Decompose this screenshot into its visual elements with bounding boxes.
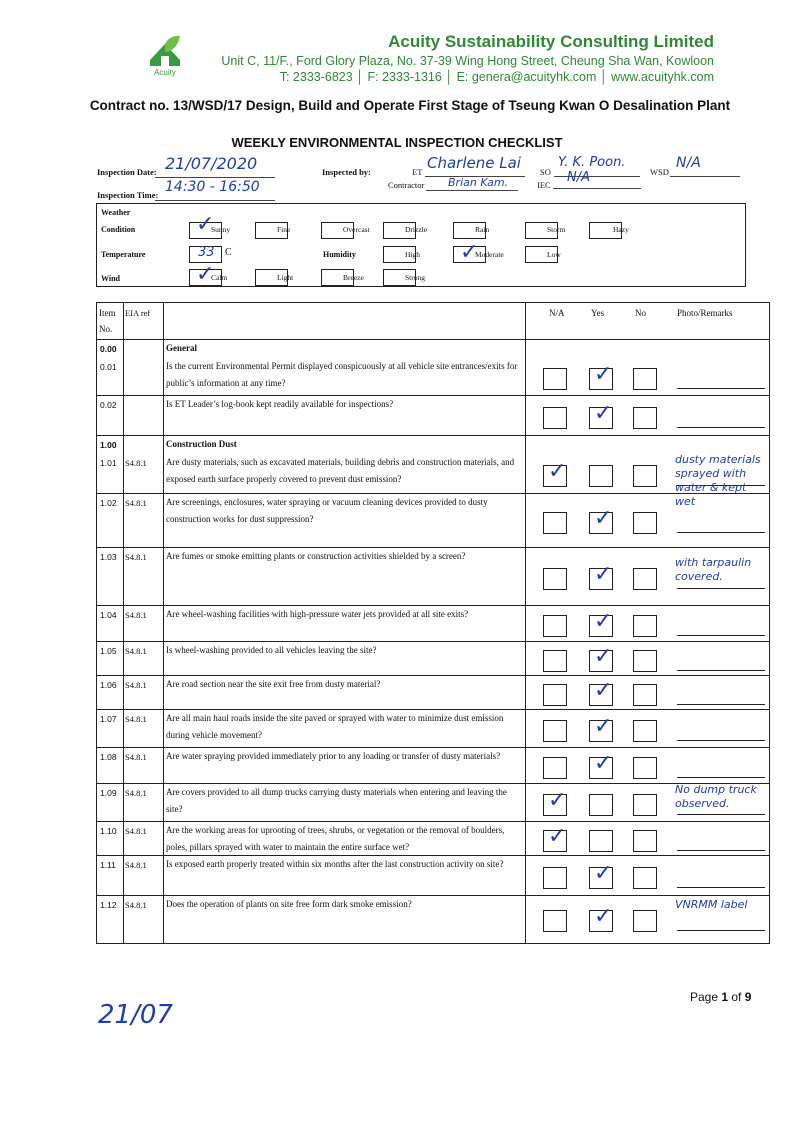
so-label: SO	[540, 167, 551, 177]
item-number: 1.10	[100, 826, 117, 836]
hazy-option: Hazy	[613, 225, 629, 234]
contract-title: Contract no. 13/WSD/17 Design, Build and Operate First Stage of Tseung Kwan O Desalination Plant	[89, 98, 731, 113]
eia-reference: S4.8.1	[125, 860, 147, 870]
fine-option: Fine	[277, 225, 291, 234]
yes-checkbox[interactable]	[589, 561, 613, 590]
so-value: Y. K. Poon.	[558, 155, 626, 170]
eia-reference: S4.8.1	[125, 714, 147, 724]
na-checkbox[interactable]	[543, 684, 567, 706]
item-number: 1.02	[100, 498, 117, 508]
na-checkbox[interactable]	[543, 407, 567, 429]
wind-light-option: Light	[277, 273, 294, 282]
no-checkbox[interactable]	[633, 368, 657, 390]
eia-reference: S4.8.1	[125, 788, 147, 798]
question-text: Are water spraying provided immediately prior to any loading or transfer of dusty materials?	[166, 751, 501, 761]
logo-text: Acuity	[154, 68, 176, 77]
et-label: ET	[412, 167, 423, 177]
inspected-by-label: Inspected by:	[322, 167, 371, 177]
na-checkbox[interactable]	[543, 368, 567, 390]
yes-checkbox[interactable]	[589, 903, 613, 932]
table-row	[97, 547, 769, 605]
table-row	[97, 747, 769, 783]
eia-reference: S4.8.1	[125, 752, 147, 762]
item-number: 0.01	[100, 362, 117, 372]
eia-reference: S4.8.1	[125, 826, 147, 836]
question-text: Is exposed earth properly treated within six months after the last construction activity on site?	[166, 859, 504, 869]
remark-text: with tarpaulin covered.	[675, 556, 752, 583]
sunny-option: Sunny	[211, 225, 231, 234]
yes-checkbox[interactable]	[589, 505, 613, 534]
remarks-line[interactable]	[677, 930, 765, 931]
yes-checkbox[interactable]	[589, 465, 613, 487]
item-number: 1.06	[100, 680, 117, 690]
table-row	[97, 357, 769, 395]
humidity-moderate-option: Moderate	[475, 250, 504, 259]
tick-icon: ✓	[594, 400, 613, 425]
tick-icon: ✓	[594, 713, 613, 738]
section-heading-row	[97, 435, 769, 453]
et-field[interactable]	[425, 154, 525, 177]
remarks-line[interactable]	[677, 704, 765, 705]
item-number: 0.02	[100, 400, 117, 410]
wsd-field[interactable]	[670, 155, 740, 177]
yes-checkbox[interactable]	[589, 713, 613, 742]
sunny-tick-icon: ✓	[196, 211, 215, 236]
na-checkbox[interactable]	[543, 512, 567, 534]
weather-title: Weather	[101, 208, 131, 217]
item-number: 1.09	[100, 788, 117, 798]
weather-box	[96, 203, 746, 287]
company-address: Unit C, 11/F., Ford Glory Plaza, No. 37-39 Wing Hong Street, Cheung Sha Wan, Kowloon	[221, 54, 714, 68]
remarks-line[interactable]	[677, 814, 765, 815]
calm-tick-icon: ✓	[196, 261, 215, 286]
header-item-no: Item No.	[99, 308, 116, 334]
overcast-option: Overcast	[343, 225, 370, 234]
no-checkbox[interactable]	[633, 512, 657, 534]
na-checkbox[interactable]	[543, 720, 567, 742]
no-checkbox[interactable]	[633, 650, 657, 672]
no-checkbox[interactable]	[633, 830, 657, 852]
item-number: 1.04	[100, 610, 117, 620]
inspection-time-field[interactable]	[155, 179, 275, 201]
yes-checkbox[interactable]	[589, 830, 613, 852]
question-text: Are fumes or smoke emitting plants or construction activities shielded by a screen?	[166, 551, 466, 561]
iec-value: N/A	[567, 170, 590, 185]
question-text: Are all main haul roads inside the site paved or sprayed with water to minimize dust emission during vehicle movement?	[166, 713, 504, 740]
no-checkbox[interactable]	[633, 720, 657, 742]
rain-option: Rain	[475, 225, 490, 234]
yes-checkbox[interactable]	[589, 643, 613, 672]
contractor-label: Contractor	[388, 180, 425, 190]
tick-icon: ✓	[548, 458, 567, 483]
contractor-field[interactable]	[426, 178, 518, 191]
question-text: Is wheel-washing provided to all vehicles leaving the site?	[166, 645, 377, 655]
remarks-line[interactable]	[677, 532, 765, 533]
handwritten-date: 21/07	[98, 1000, 173, 1030]
inspection-time-label: Inspection Time:	[97, 190, 159, 200]
na-checkbox[interactable]	[543, 615, 567, 637]
table-row	[97, 855, 769, 895]
header-eia-ref: EIA ref	[125, 308, 151, 318]
remark-text: No dump truck observed.	[675, 783, 757, 810]
iec-label: IEC	[537, 180, 551, 190]
wind-breeze-option: Breeze	[343, 273, 364, 282]
na-checkbox[interactable]	[543, 910, 567, 932]
remarks-line[interactable]	[677, 777, 765, 778]
tick-icon: ✓	[594, 860, 613, 885]
remarks-line[interactable]	[677, 588, 765, 589]
question-text: Is the current Environmental Permit displayed conspicuously at all vehicle site entrances/exits for public’s information at any time?	[166, 361, 518, 388]
na-checkbox[interactable]	[543, 757, 567, 779]
no-checkbox[interactable]	[633, 910, 657, 932]
table-row	[97, 641, 769, 675]
table-row	[97, 675, 769, 709]
humidity-low-option: Low	[547, 250, 561, 259]
yes-checkbox[interactable]	[589, 677, 613, 706]
item-number: 1.11	[100, 860, 116, 870]
yes-checkbox[interactable]	[589, 400, 613, 429]
page-prefix: Page	[690, 990, 722, 1004]
na-checkbox[interactable]	[543, 458, 567, 487]
inspection-date-label: Inspection Date:	[97, 167, 157, 177]
no-checkbox[interactable]	[633, 757, 657, 779]
no-checkbox[interactable]	[633, 867, 657, 889]
remarks-line[interactable]	[677, 670, 765, 671]
yes-checkbox[interactable]	[589, 860, 613, 889]
et-value: Charlene Lai	[427, 154, 521, 172]
no-checkbox[interactable]	[633, 615, 657, 637]
item-number: 1.08	[100, 752, 117, 762]
page-of: of	[728, 990, 745, 1004]
header-na: N/A	[549, 308, 565, 318]
yes-checkbox[interactable]	[589, 361, 613, 390]
tick-icon: ✓	[594, 361, 613, 386]
na-checkbox[interactable]	[543, 650, 567, 672]
table-row	[97, 821, 769, 855]
temperature-label: Temperature	[101, 250, 146, 259]
table-row	[97, 895, 769, 941]
eia-reference: S4.8.1	[125, 646, 147, 656]
condition-label: Condition	[101, 225, 136, 234]
question-text: Are dusty materials, such as excavated materials, building debris and construction materials, and exposed earth surface properly covered to prevent dust emission?	[166, 457, 515, 484]
item-number: 1.03	[100, 552, 117, 562]
temperature-unit: C	[225, 247, 232, 258]
table-row	[97, 709, 769, 747]
question-text: Are screenings, enclosures, water spraying or vacuum cleaning devices provided to dusty construction works for dust suppression?	[166, 497, 488, 524]
item-number: 1.05	[100, 646, 117, 656]
eia-reference: S4.8.1	[125, 552, 147, 562]
iec-field[interactable]	[553, 170, 641, 189]
question-text: Is ET Leader’s log-book kept readily available for inspections?	[166, 399, 394, 409]
remarks-line[interactable]	[677, 850, 765, 851]
item-number: 0.00	[100, 344, 117, 354]
humidity-label: Humidity	[323, 250, 356, 259]
table-row	[97, 395, 769, 435]
wind-calm-option: Calm	[211, 273, 228, 282]
temperature-value: 33	[198, 245, 215, 260]
yes-checkbox[interactable]	[589, 750, 613, 779]
item-number: 1.07	[100, 714, 117, 724]
wind-label: Wind	[101, 274, 120, 283]
tick-icon: ✓	[594, 677, 613, 702]
na-checkbox[interactable]	[543, 787, 567, 816]
question-text: Are wheel-washing facilities with high-pressure water jets provided at all site exits?	[166, 609, 469, 619]
na-checkbox[interactable]	[543, 823, 567, 852]
eia-reference: S4.8.1	[125, 498, 147, 508]
eia-reference: S4.8.1	[125, 900, 147, 910]
tick-icon: ✓	[594, 608, 613, 633]
eia-reference: S4.8.1	[125, 610, 147, 620]
eia-reference: S4.8.1	[125, 458, 147, 468]
page-number	[690, 990, 751, 1004]
humidity-high-option: High	[405, 250, 420, 259]
company-logo	[140, 30, 190, 86]
header-yes: Yes	[591, 308, 605, 318]
item-number: 1.12	[100, 900, 117, 910]
item-number: 1.01	[100, 458, 117, 468]
wind-strong-option: Strong	[405, 273, 426, 282]
question-text: Are covers provided to all dump trucks carrying dusty materials when entering and leaving the site?	[166, 787, 507, 814]
moderate-tick-icon: ✓	[460, 239, 479, 264]
eia-reference: S4.8.1	[125, 680, 147, 690]
header-remarks: Photo/Remarks	[677, 308, 733, 318]
na-checkbox[interactable]	[543, 568, 567, 590]
remarks-line[interactable]	[677, 887, 765, 888]
remark-text: dusty materials sprayed with water & kept wet	[675, 453, 761, 508]
section-heading-row	[97, 339, 769, 357]
wsd-label: WSD	[650, 167, 669, 177]
wsd-value: N/A	[676, 155, 701, 171]
checklist-title: WEEKLY ENVIRONMENTAL INSPECTION CHECKLIST	[231, 135, 563, 150]
tick-icon: ✓	[594, 561, 613, 586]
no-checkbox[interactable]	[633, 407, 657, 429]
tick-icon: ✓	[548, 823, 567, 848]
inspection-date-value: 21/07/2020	[165, 154, 258, 173]
no-checkbox[interactable]	[633, 568, 657, 590]
header-no: No	[635, 308, 646, 318]
page-total: 9	[744, 990, 752, 1004]
no-checkbox[interactable]	[633, 465, 657, 487]
remarks-line[interactable]	[677, 635, 765, 636]
company-name: Acuity Sustainability Consulting Limited	[388, 32, 714, 51]
yes-checkbox[interactable]	[589, 794, 613, 816]
drizzle-option: Drizzle	[405, 225, 428, 234]
yes-checkbox[interactable]	[589, 608, 613, 637]
inspection-time-value: 14:30 - 16:50	[165, 179, 260, 195]
storm-option: Storm	[547, 225, 566, 234]
tick-icon: ✓	[594, 643, 613, 668]
question-text: Does the operation of plants on site free form dark smoke emission?	[166, 899, 412, 909]
tick-icon: ✓	[594, 505, 613, 530]
remark-text: VNRMM label	[675, 898, 748, 911]
section-title: General	[166, 343, 197, 353]
table-row	[97, 783, 769, 821]
company-contact: T: 2333-6823 │ F: 2333-1316 │ E: genera@acuityhk.com │ www.acuityhk.com	[279, 70, 714, 84]
table-row	[97, 493, 769, 547]
remarks-line[interactable]	[677, 740, 765, 741]
page-current: 1	[721, 990, 729, 1004]
remarks-line[interactable]	[677, 388, 765, 389]
na-checkbox[interactable]	[543, 867, 567, 889]
item-number: 1.00	[100, 440, 117, 450]
remarks-line[interactable]	[677, 427, 765, 428]
question-text: Are road section near the site exit free from dusty material?	[166, 679, 381, 689]
tick-icon: ✓	[548, 787, 567, 812]
section-title: Construction Dust	[166, 439, 237, 449]
tick-icon: ✓	[594, 750, 613, 775]
table-row	[97, 605, 769, 641]
checklist-table	[96, 302, 770, 944]
tick-icon: ✓	[594, 903, 613, 928]
no-checkbox[interactable]	[633, 684, 657, 706]
no-checkbox[interactable]	[633, 794, 657, 816]
inspection-date-field[interactable]	[155, 154, 275, 178]
question-text: Are the working areas for uprooting of trees, shrubs, or vegetation or the removal of boulders, poles, pillars sprayed with water to maintain the entire surface wet?	[166, 825, 505, 852]
contractor-value: Brian Kam.	[448, 176, 509, 189]
